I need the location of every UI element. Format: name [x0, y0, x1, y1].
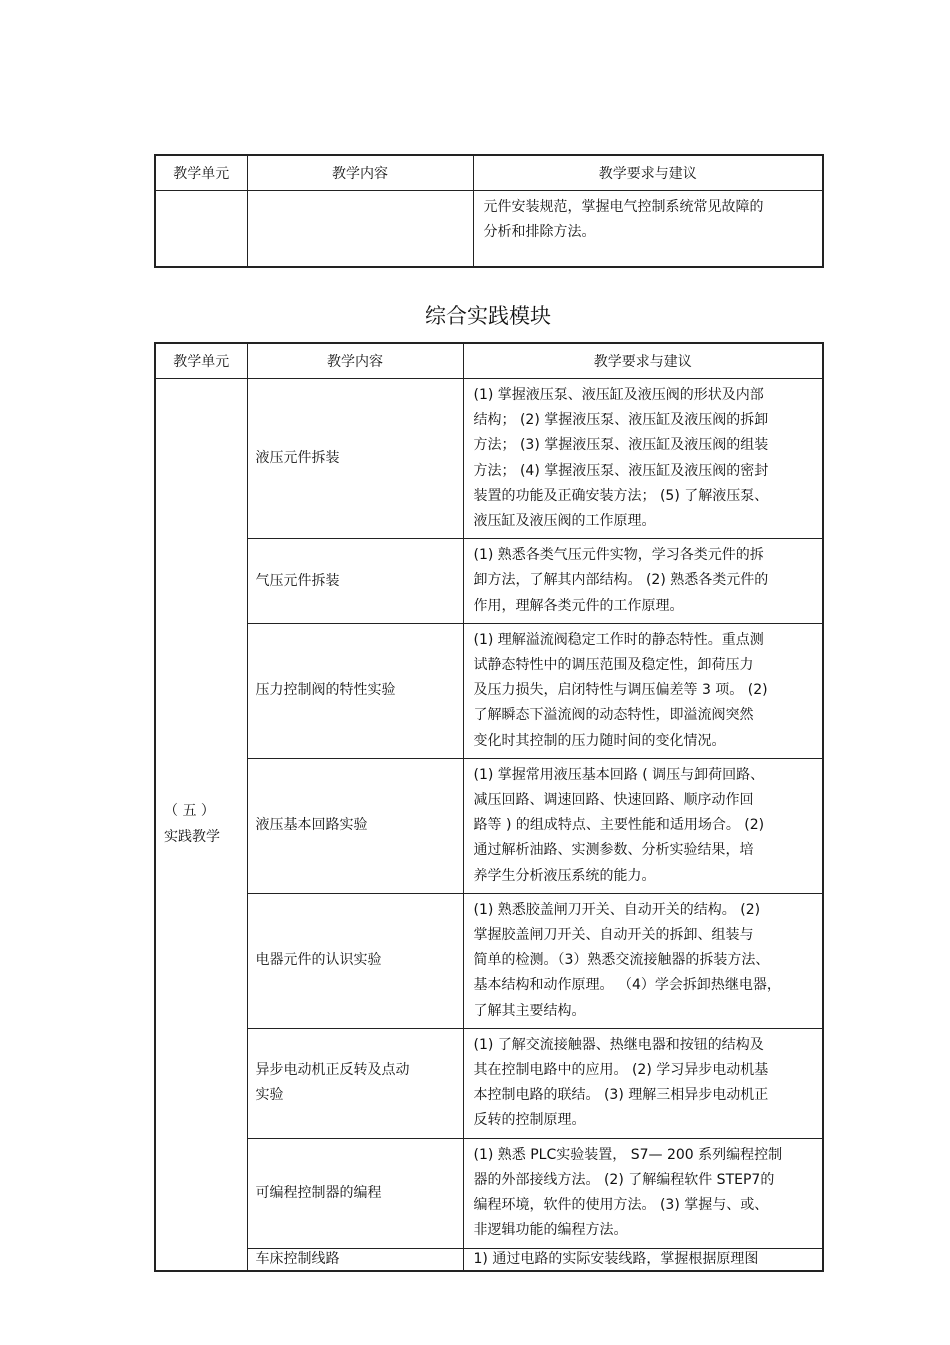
table-row	[155, 893, 823, 1028]
table-row	[155, 623, 823, 758]
table-row	[155, 379, 823, 539]
header-requirements: 教学要求与建议	[473, 155, 823, 191]
table-continued	[154, 154, 824, 268]
table-row	[155, 1028, 823, 1138]
row-unit	[155, 191, 247, 267]
header-requirements: 教学要求与建议	[463, 343, 823, 379]
practice-module-table	[154, 342, 824, 1272]
table-row	[155, 758, 823, 893]
header-content: 教学内容	[247, 155, 473, 191]
table-row	[155, 1248, 823, 1271]
table-row	[155, 191, 823, 267]
row-requirements: (1) 掌握液压泵、液压缸及液压阀的形状及内部 结构； (2) 掌握液压泵、液压缸及液压阀的拆卸 方法； (3) 掌握液压泵、液压缸及液压阀的组装 方法； (4) 掌握液压泵、液压缸及液压阀的密封 装置的功能及正确安装方法； (5) 了解液压泵、 液压缸及液压阀的工作原理。	[463, 379, 823, 539]
row-content	[247, 191, 473, 267]
unit-cell: （ 五 ） 实践教学	[155, 379, 247, 1271]
row-content: 电器元件的认识实验	[247, 893, 463, 1028]
section-title: 综合实践模块	[425, 304, 551, 328]
row-requirements: (1) 熟悉 PLC实验装置， S7— 200 系列编程控制 器的外部接线方法。 (2) 了解编程软件 STEP7的 编程环境，软件的使用方法。 (3) 掌握与、或、 非逻辑功能的编程方法。	[463, 1138, 823, 1248]
row-content: 液压基本回路实验	[247, 758, 463, 893]
table-row	[155, 539, 823, 624]
row-requirements: (1) 理解溢流阀稳定工作时的静态特性。重点测 试静态特性中的调压范围及稳定性，卸荷压力 及压力损失，启闭特性与调压偏差等 3 项。 (2) 了解瞬态下溢流阀的动态特性，即溢流阀突然 变化时其控制的压力随时间的变化情况。	[463, 623, 823, 758]
header-unit: 教学单元	[155, 155, 247, 191]
row-requirements: 1) 通过电路的实际安装线路，掌握根据原理图	[463, 1248, 823, 1271]
row-requirements: 元件安装规范，掌握电气控制系统常见故障的 分析和排除方法。	[473, 191, 823, 267]
header-unit: 教学单元	[155, 343, 247, 379]
row-content: 车床控制线路	[247, 1248, 463, 1271]
header-content: 教学内容	[247, 343, 463, 379]
row-content: 可编程控制器的编程	[247, 1138, 463, 1248]
row-requirements: (1) 掌握常用液压基本回路 ( 调压与卸荷回路、 减压回路、调速回路、快速回路、顺序动作回 路等 ) 的组成特点、主要性能和适用场合。 (2) 通过解析油路、实测参数、分析实验结果，培 养学生分析液压系统的能力。	[463, 758, 823, 893]
table-row	[155, 1138, 823, 1248]
row-requirements: (1) 熟悉胶盖闸刀开关、自动开关的结构。 (2) 掌握胶盖闸刀开关、自动开关的拆卸、组装与 简单的检测。（3）熟悉交流接触器的拆装方法、 基本结构和动作原理。 （4）学会拆卸热继电器， 了解其主要结构。	[463, 893, 823, 1028]
row-content: 压力控制阀的特性实验	[247, 623, 463, 758]
row-content: 液压元件拆装	[247, 379, 463, 539]
table-header-row	[155, 155, 823, 191]
row-content: 气压元件拆装	[247, 539, 463, 624]
row-content: 异步电动机正反转及点动 实验	[247, 1028, 463, 1138]
table-header-row	[155, 343, 823, 379]
row-requirements: (1) 了解交流接触器、热继电器和按钮的结构及 其在控制电路中的应用。 (2) 学习异步电动机基 本控制电路的联结。 (3) 理解三相异步电动机正 反转的控制原理。	[463, 1028, 823, 1138]
row-requirements: (1) 熟悉各类气压元件实物，学习各类元件的拆 卸方法，了解其内部结构。 (2) 熟悉各类元件的 作用，理解各类元件的工作原理。	[463, 539, 823, 624]
